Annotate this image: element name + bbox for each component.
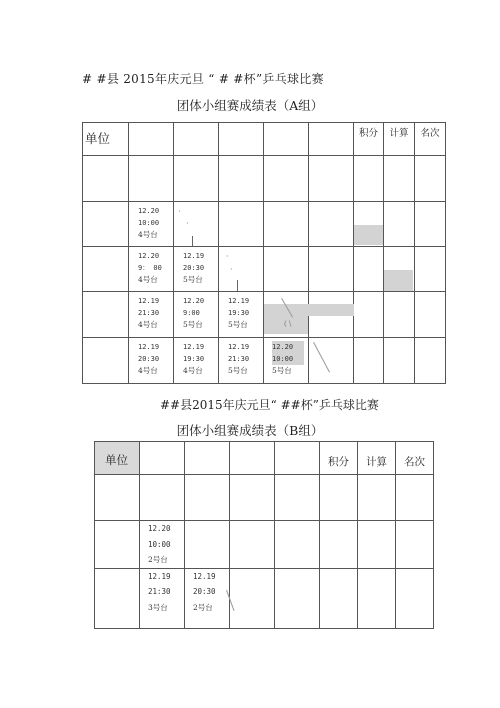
- match-cell: 12.20 10:00 4号台: [129, 202, 174, 247]
- table-row: [83, 156, 446, 202]
- dot-mark: ·: [186, 219, 189, 228]
- table-b-rank-header: 名次: [396, 442, 434, 475]
- table-b: [94, 441, 434, 629]
- table-b-calc-header: 计算: [358, 442, 396, 475]
- table-a-calc-header: 计算: [384, 123, 415, 156]
- match-cell: 12.19 21:30 3号台: [140, 568, 185, 628]
- table-b-unit-header: 单位: [95, 442, 140, 475]
- table-row: [95, 568, 434, 628]
- table-b-header-row: [95, 442, 434, 475]
- table-a: [82, 122, 446, 384]
- title-a: # #县 2015年庆元旦 “ # #杯”乒乓球比赛: [82, 72, 324, 86]
- subtitle-b: 团体小组赛成绩表（B组）: [176, 423, 324, 438]
- match-cell: 12.20 10:00 2号台: [140, 521, 185, 569]
- shade-block: [354, 225, 383, 245]
- subtitle-a: 团体小组赛成绩表（A组）: [176, 98, 324, 113]
- match-cell: 12.20 9:00 5号台: [174, 292, 219, 338]
- match-cell: 12.19 20:30 5号台: [174, 247, 219, 292]
- match-cell: 12.19 20:30 2号台: [185, 568, 230, 628]
- dot-mark: ·: [226, 252, 229, 261]
- title-b: ##县2015年庆元旦“ ##杯”乒乓球比赛: [160, 398, 379, 412]
- table-row: [95, 521, 434, 569]
- shade-block: [308, 304, 354, 316]
- bracket-mark: ( \: [284, 320, 292, 328]
- stroke-mark: [237, 280, 238, 291]
- match-cell: 12.19 21:30 5号台: [219, 338, 264, 384]
- table-a-points-header: 积分: [354, 123, 384, 156]
- match-cell: 12.19 19:30 4号台: [174, 338, 219, 384]
- shade-block: [384, 270, 413, 291]
- match-cell: 12.19 20:30 4号台: [129, 338, 174, 384]
- table-row: [95, 475, 434, 521]
- stroke-mark: [192, 236, 193, 246]
- dot-mark: ·: [230, 265, 233, 274]
- table-a-header-row: [83, 123, 446, 156]
- match-cell: 12.20 9： 00 4号台: [129, 247, 174, 292]
- table-row: [83, 202, 446, 247]
- table-a-rank-header: 名次: [415, 123, 446, 156]
- table-a-unit-header: 单位: [83, 123, 129, 156]
- table-row: [83, 338, 446, 384]
- match-cell: 12.20 10:00 5号台: [264, 338, 309, 384]
- match-cell: 12.19 19:30 5号台: [219, 292, 264, 338]
- match-cell: 12.19 21:30 4号台: [129, 292, 174, 338]
- table-b-points-header: 积分: [320, 442, 358, 475]
- dot-mark: ·: [178, 207, 181, 216]
